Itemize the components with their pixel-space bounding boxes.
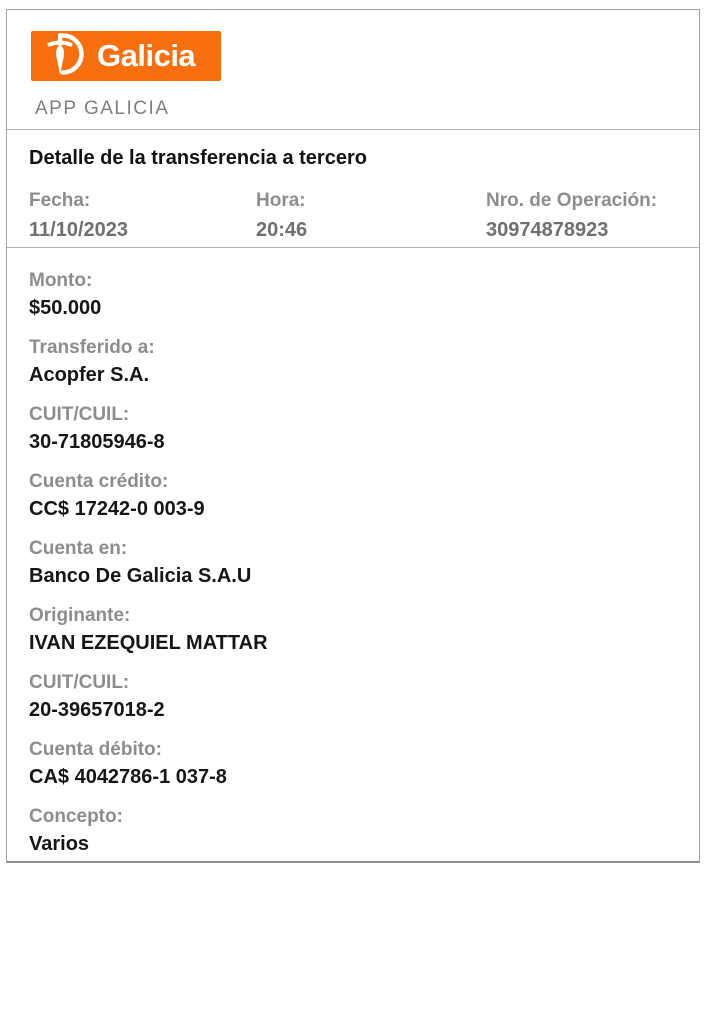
field-value: 20-39657018-2 <box>29 699 165 721</box>
field-label: Monto: <box>29 270 93 291</box>
meta-hora <box>256 190 486 241</box>
field-value: Acopfer S.A. <box>29 364 150 386</box>
field-cuenta-en <box>29 538 677 587</box>
field-concepto <box>29 806 677 855</box>
meta-value: 11/10/2023 <box>29 219 128 241</box>
logo-wordmark: Galicia <box>97 38 196 73</box>
field-label: Originante: <box>29 605 131 626</box>
field-value: CA$ 4042786-1 037-8 <box>29 766 227 788</box>
field-cuit-destino <box>29 404 677 453</box>
field-label: Cuenta crédito: <box>29 471 169 492</box>
field-cuenta-credito <box>29 471 677 520</box>
field-transferido-a <box>29 337 677 386</box>
meta-label: Hora: <box>256 190 306 211</box>
field-cuenta-debito <box>29 739 677 788</box>
meta-value: 30974878923 <box>486 219 609 241</box>
meta-row <box>29 190 677 241</box>
field-originante <box>29 605 677 654</box>
receipt-card <box>6 9 700 863</box>
field-label: CUIT/CUIL: <box>29 672 130 693</box>
field-value: $50.000 <box>29 297 102 319</box>
page-title: Detalle de la transferencia a tercero <box>29 147 367 169</box>
galicia-logo <box>31 31 221 81</box>
field-value: CC$ 17242-0 003-9 <box>29 498 205 520</box>
title-section <box>7 130 699 248</box>
meta-label: Fecha: <box>29 190 91 211</box>
header <box>7 10 699 130</box>
meta-fecha <box>29 190 256 241</box>
field-label: Concepto: <box>29 806 123 827</box>
field-monto <box>29 270 677 319</box>
field-cuit-origen <box>29 672 677 721</box>
field-value: Varios <box>29 833 90 855</box>
galicia-sword-icon <box>37 31 89 82</box>
meta-operacion <box>486 190 677 241</box>
details-section <box>7 248 699 855</box>
field-value: Banco De Galicia S.A.U <box>29 565 252 587</box>
app-name: APP GALICIA <box>35 98 170 119</box>
field-label: Cuenta en: <box>29 538 128 559</box>
field-value: IVAN EZEQUIEL MATTAR <box>29 632 268 654</box>
field-label: Transferido a: <box>29 337 155 358</box>
field-label: Cuenta débito: <box>29 739 162 760</box>
field-label: CUIT/CUIL: <box>29 404 130 425</box>
meta-value: 20:46 <box>256 219 308 241</box>
field-value: 30-71805946-8 <box>29 431 165 453</box>
meta-label: Nro. de Operación: <box>486 190 658 211</box>
